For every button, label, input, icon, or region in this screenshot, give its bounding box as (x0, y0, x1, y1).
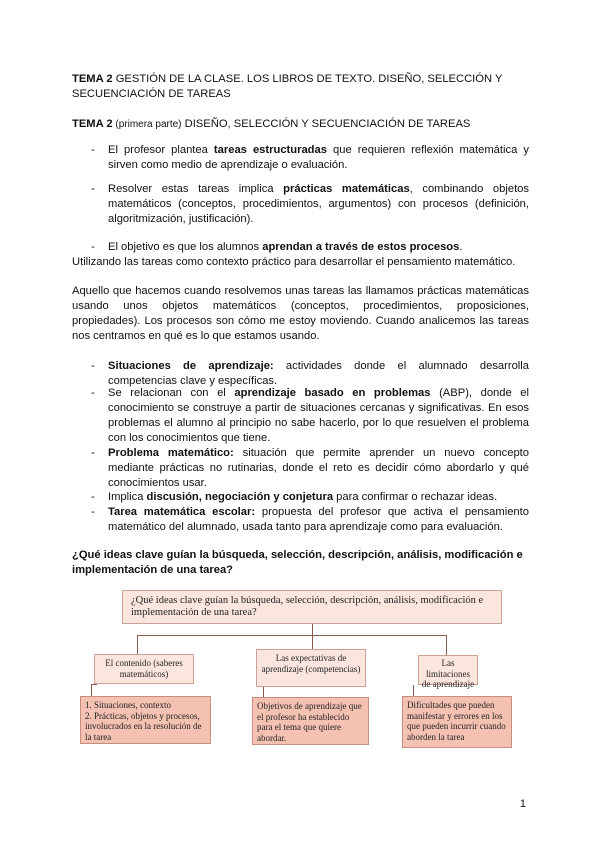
list-item: - Resolver estas tareas implica prácticas matemáticas, combinando objetos matemáticos (conceptos, procedimientos, argumentos) con procesos (definición, algoritmización, justificación). (91, 183, 529, 225)
page-number: 1 (519, 798, 526, 810)
diagram-low-box-expectations: Objetivos de aprendizaje que el profesor ha establecido para el tema que quiere abordar. (252, 697, 369, 745)
body-paragraph: Aquello que hacemos cuando resolvemos unas tareas las llamamos prácticas matemáticas usando unos objetos matemáticos (conceptos, procedimientos, proposiciones, propiedades). Los procesos son cómo me estoy moviendo. Cuando analicemos las tareas nos centramos en qué es lo que estamos usando. (72, 285, 529, 342)
diagram-mid-box-content: El contenido (saberes matemáticos) (94, 654, 194, 684)
section-heading-paren: (primera parte) (112, 119, 182, 130)
main-heading-bold: TEMA 2 (72, 73, 113, 85)
diagram-mid-box-limitations: Las limitaciones de aprendizaje (418, 655, 478, 685)
main-heading-text: GESTIÓN DE LA CLASE. LOS LIBROS DE TEXTO. DISEÑO, SELECCIÓN Y (112, 73, 503, 85)
main-heading (72, 72, 532, 102)
section-heading-text: DISEÑO, SELECCIÓN Y SECUENCIACIÓN DE TAREAS (181, 118, 471, 130)
list-item: - Implica discusión, negociación y conjetura para confirmar o rechazar ideas. (91, 491, 498, 503)
diagram-top-box: ¿Qué ideas clave guían la búsqueda, selección, descripción, análisis, modificación e implementación de una tarea? (122, 590, 502, 624)
diagram-mid-box-expectations: Las expectativas de aprendizaje (competencias) (256, 649, 366, 687)
list-item: - El objetivo es que los alumnos aprendan a través de estos procesos. (91, 241, 463, 253)
diagram-low-box-content: 1. Situaciones, contexto 2. Prácticas, objetos y procesos, involucrados en la resolución de la tarea (80, 696, 211, 744)
connector (446, 635, 447, 655)
list-item: - El profesor plantea tareas estructuradas que requieren reflexión matemática y sirven como medio de aprendizaje o evaluación. (91, 144, 529, 171)
context-line: Utilizando las tareas como contexto práctico para desarrollar el pensamiento matemático. (72, 256, 516, 268)
connector (413, 685, 414, 696)
section-heading-bold: TEMA 2 (72, 118, 113, 130)
list-item: - Problema matemático: situación que permite aprender un nuevo concepto mediante prácticas no rutinarias, donde el reto es decidir cómo abordarlo y qué conocimientos usar. (91, 447, 529, 489)
connector (137, 635, 446, 636)
connector (137, 635, 138, 654)
connector (312, 624, 313, 635)
connector (91, 684, 92, 696)
list-item: - Situaciones de aprendizaje: actividades donde el alumnado desarrolla competencias clave y específicas. (91, 360, 529, 387)
section-heading (72, 117, 532, 132)
key-question: ¿Qué ideas clave guían la búsqueda, selección, descripción, análisis, modificación e implementación de una tarea? (72, 549, 523, 576)
connector (312, 635, 313, 649)
list-item: - Se relacionan con el aprendizaje basado en problemas (ABP), donde el conocimiento se construye a partir de situaciones cercanas y significativas. En esos problemas el alumno al principio no sabe hacerlo, por lo que resuelven el problema con los conocimientos que tiene. (91, 387, 530, 444)
list-item: - Tarea matemática escolar: propuesta del profesor que activa el pensamiento matemático del alumnado, usada tanto para aprendizaje como para evaluación. (91, 506, 529, 533)
main-heading-line2: SECUENCIACIÓN DE TAREAS (72, 88, 231, 100)
diagram-low-box-limitations: Dificultades que pueden manifestar y errores en los que pueden incurrir cuando aborden la tarea (402, 696, 512, 748)
connector (91, 684, 97, 685)
